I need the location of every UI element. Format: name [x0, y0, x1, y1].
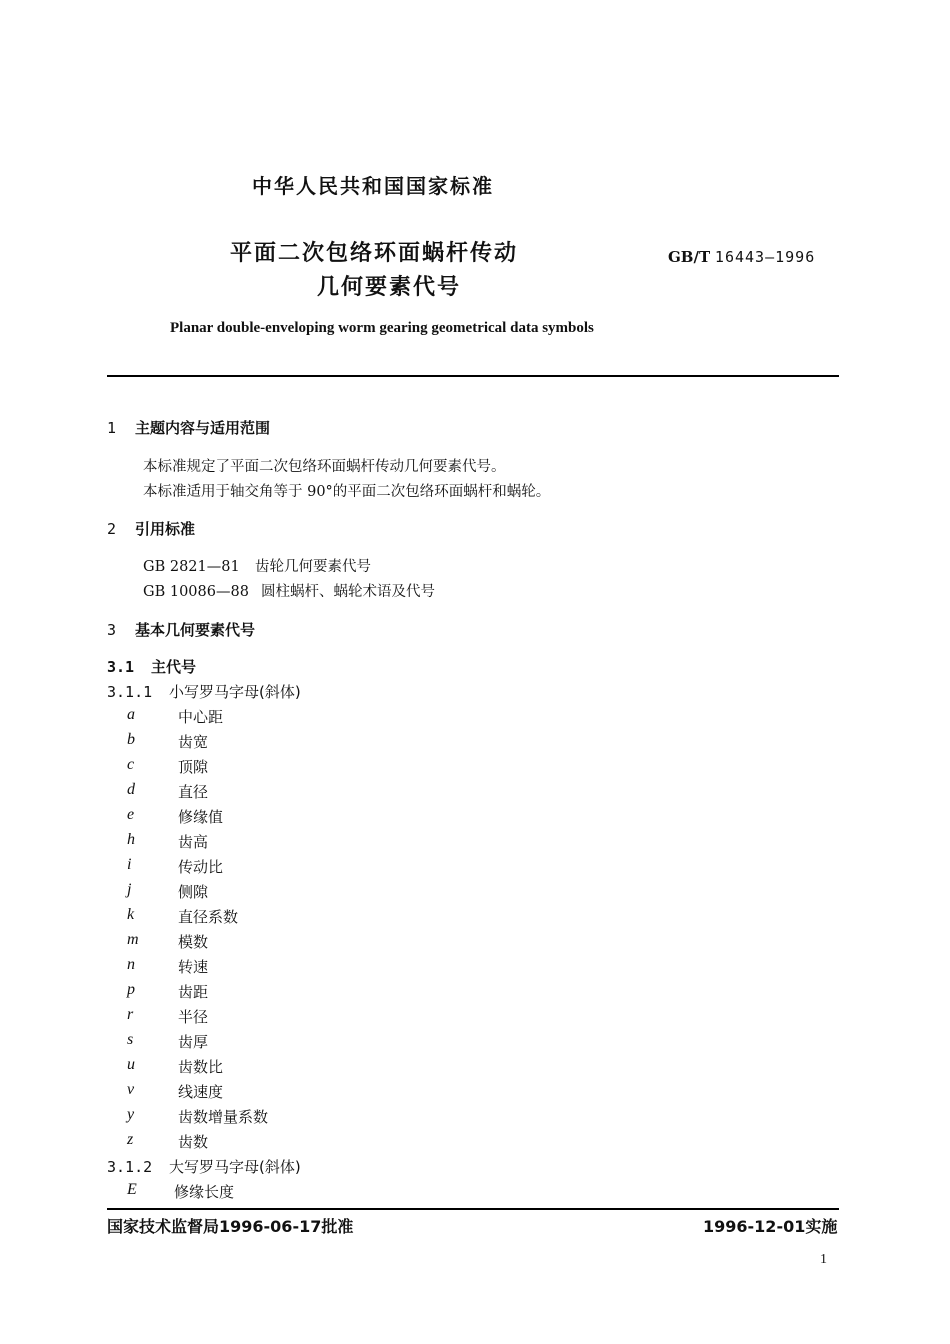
symbol-meaning: 侧隙 [178, 883, 209, 901]
standard-number [668, 248, 815, 266]
symbol-meaning: 半径 [178, 1008, 209, 1026]
subsection-3-1-2-heading [107, 1156, 301, 1177]
footer-rule [107, 1208, 839, 1210]
symbol-letter: k [127, 906, 135, 923]
symbol-letter: p [127, 981, 135, 998]
symbol-letter: h [127, 831, 135, 848]
symbol-letter: v [127, 1081, 135, 1098]
subsection-title: 大写罗马字母(斜体) [169, 1158, 301, 1176]
symbol-letter: E [127, 1181, 137, 1198]
section-1-paragraph-2: 本标准适用于轴交角等于 90°的平面二次包络环面蜗杆和蜗轮。 [143, 484, 551, 500]
symbol-letter: u [127, 1056, 135, 1073]
document-title-en: Planar double-enveloping worm gearing geometrical data symbols [170, 320, 594, 336]
section-1-paragraph-1: 本标准规定了平面二次包络环面蜗杆传动几何要素代号。 [143, 459, 506, 475]
national-standard-header: 中华人民共和国国家标准 [252, 174, 494, 198]
subsection-number: 3.1 [107, 658, 135, 676]
section-3-heading [107, 619, 255, 640]
symbol-letter: d [127, 781, 135, 798]
symbol-meaning: 直径 [178, 783, 209, 801]
subsection-title: 小写罗马字母(斜体) [169, 683, 301, 701]
symbol-letter: r [127, 1006, 134, 1023]
symbol-meaning: 顶隙 [178, 758, 209, 776]
subsection-number: 3.1.1 [107, 683, 153, 701]
reference-title: 圆柱蜗杆、蜗轮术语及代号 [261, 584, 435, 600]
section-number: 2 [107, 520, 117, 538]
reference-item [143, 555, 371, 576]
symbol-meaning: 修缘长度 [174, 1183, 235, 1201]
standard-code: 16443—1996 [714, 248, 816, 266]
section-number: 1 [107, 419, 117, 437]
symbol-letter: j [127, 881, 132, 898]
subsection-3-1-heading [107, 656, 196, 677]
symbol-meaning: 齿数增量系数 [178, 1108, 269, 1126]
symbol-meaning: 直径系数 [178, 908, 239, 926]
symbol-meaning: 模数 [178, 933, 209, 951]
symbol-meaning: 线速度 [178, 1083, 224, 1101]
symbol-letter: e [127, 806, 135, 823]
effective-date: 1996-12-01实施 [703, 1217, 838, 1236]
symbol-meaning: 传动比 [178, 858, 224, 876]
approval-note: 国家技术监督局1996-06-17批准 [107, 1217, 354, 1236]
subsection-title: 主代号 [151, 658, 197, 676]
header-rule [107, 375, 839, 377]
symbol-letter: i [127, 856, 132, 873]
symbol-letter: m [127, 931, 139, 948]
page-number: 1 [820, 1252, 827, 1267]
symbol-meaning: 齿厚 [178, 1033, 209, 1051]
reference-item [143, 580, 435, 601]
section-1-heading [107, 417, 270, 438]
symbol-letter: a [127, 706, 135, 723]
symbol-meaning: 转速 [178, 958, 209, 976]
symbol-letter: n [127, 956, 135, 973]
section-2-heading [107, 518, 195, 539]
section-title: 基本几何要素代号 [135, 621, 256, 639]
subsection-3-1-1-heading [107, 681, 301, 702]
document-title-cn-line2: 几何要素代号 [317, 275, 462, 300]
section-title: 引用标准 [135, 520, 196, 538]
symbol-meaning: 修缘值 [178, 808, 224, 826]
symbol-letter: y [127, 1106, 135, 1123]
reference-code: GB 2821—81 [143, 559, 240, 575]
symbol-meaning: 齿数 [178, 1133, 209, 1151]
reference-title: 齿轮几何要素代号 [255, 559, 371, 575]
symbol-letter: s [127, 1031, 134, 1048]
subsection-number: 3.1.2 [107, 1158, 153, 1176]
symbol-meaning: 齿高 [178, 833, 209, 851]
standard-prefix: GB/T [668, 248, 711, 266]
section-number: 3 [107, 621, 117, 639]
section-title: 主题内容与适用范围 [135, 419, 271, 437]
symbol-meaning: 齿宽 [178, 733, 209, 751]
symbol-letter: c [127, 756, 135, 773]
reference-code: GB 10086—88 [143, 584, 249, 600]
symbol-meaning: 中心距 [178, 708, 224, 726]
symbol-letter: b [127, 731, 135, 748]
symbol-meaning: 齿距 [178, 983, 209, 1001]
symbol-letter: z [127, 1131, 134, 1148]
document-title-cn-line1: 平面二次包络环面蜗杆传动 [230, 241, 519, 266]
symbol-meaning: 齿数比 [178, 1058, 224, 1076]
